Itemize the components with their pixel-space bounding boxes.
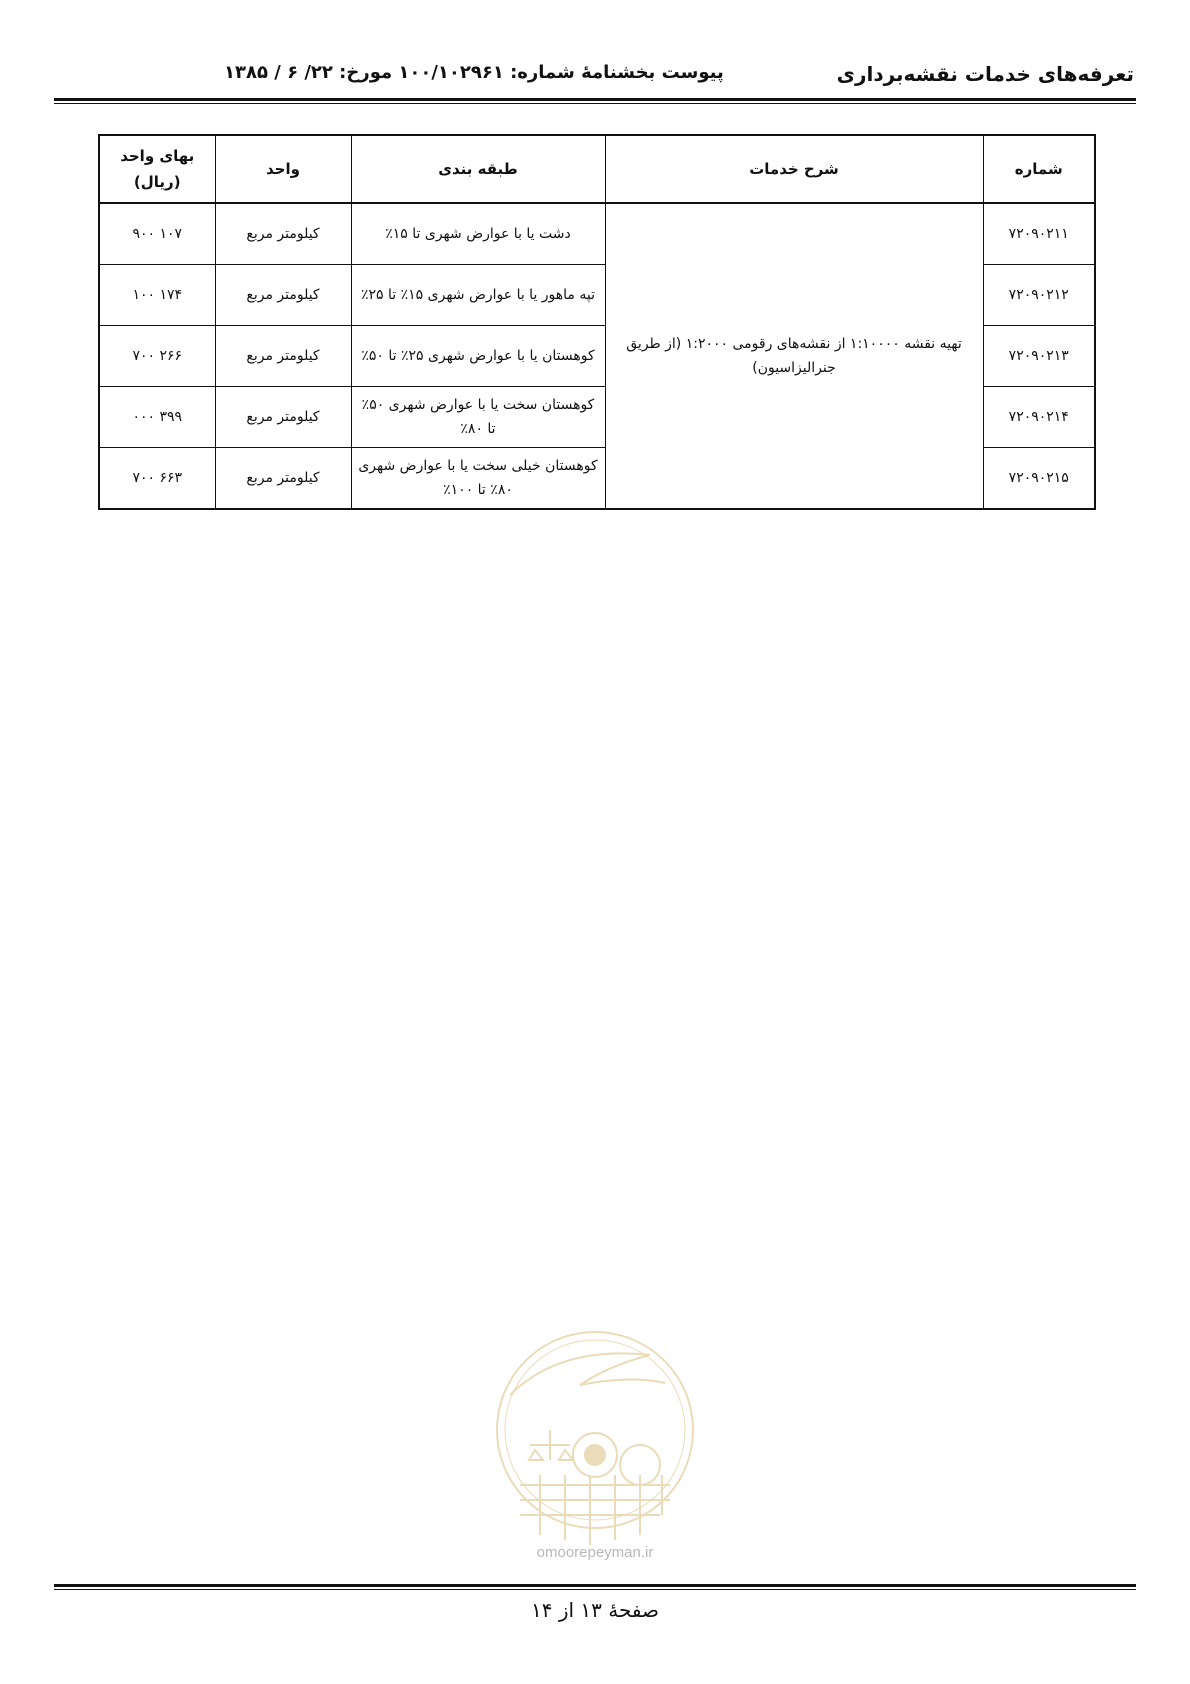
row-price: ۶۶۳ ۷۰۰ bbox=[99, 448, 215, 510]
table-header-row bbox=[99, 135, 1095, 203]
row-unit: کیلومتر مربع bbox=[215, 387, 351, 448]
row-price: ۱۷۴ ۱۰۰ bbox=[99, 265, 215, 326]
header-classification: طبقه بندی bbox=[351, 135, 605, 203]
watermark-logo bbox=[490, 1325, 700, 1565]
row-classification: دشت یا با عوارض شهری تا ۱۵٪ bbox=[351, 203, 605, 265]
header-price: بهای واحد (ریال) bbox=[99, 135, 215, 203]
row-price: ۳۹۹ ۰۰۰ bbox=[99, 387, 215, 448]
service-description: تهیه نقشه ۱:۱۰۰۰۰ از نقشه‌های رقومی ۱:۲۰۰۰ (از طریق جنرالیزاسیون) bbox=[605, 203, 983, 509]
row-number: ۷۲۰۹۰۲۱۴ bbox=[983, 387, 1095, 448]
page-number: صفحهٔ ۱۳ از ۱۴ bbox=[531, 1598, 659, 1622]
footer-divider bbox=[54, 1584, 1136, 1590]
row-classification: کوهستان سخت یا با عوارض شهری ۵۰٪ تا ۸۰٪ bbox=[351, 387, 605, 448]
watermark-site: omoorepeyman.ir bbox=[536, 1544, 654, 1561]
row-classification: کوهستان یا با عوارض شهری ۲۵٪ تا ۵۰٪ bbox=[351, 326, 605, 387]
row-price: ۱۰۷ ۹۰۰ bbox=[99, 203, 215, 265]
page-header bbox=[54, 58, 1134, 94]
header-description: شرح خدمات bbox=[605, 135, 983, 203]
header-number: شماره bbox=[983, 135, 1095, 203]
row-unit: کیلومتر مربع bbox=[215, 265, 351, 326]
row-number: ۷۲۰۹۰۲۱۳ bbox=[983, 326, 1095, 387]
row-unit: کیلومتر مربع bbox=[215, 326, 351, 387]
header-divider bbox=[54, 98, 1136, 104]
table-row bbox=[99, 203, 1095, 265]
row-unit: کیلومتر مربع bbox=[215, 448, 351, 510]
omoore-peyman-logo-icon bbox=[490, 1325, 700, 1565]
tariff-table bbox=[98, 134, 1096, 510]
row-unit: کیلومتر مربع bbox=[215, 203, 351, 265]
circular-reference: پیوست بخشنامهٔ شماره: ۱۰۰/۱۰۲۹۶۱ مورخ: ۲۲/ ۶ / ۱۳۸۵ bbox=[224, 62, 724, 83]
row-price: ۲۶۶ ۷۰۰ bbox=[99, 326, 215, 387]
document-title: تعرفه‌های خدمات نقشه‌برداری bbox=[836, 62, 1134, 86]
row-number: ۷۲۰۹۰۲۱۵ bbox=[983, 448, 1095, 510]
row-number: ۷۲۰۹۰۲۱۱ bbox=[983, 203, 1095, 265]
row-classification: کوهستان خیلی سخت یا با عوارض شهری ۸۰٪ تا ۱۰۰٪ bbox=[351, 448, 605, 510]
row-classification: تپه ماهور یا با عوارض شهری ۱۵٪ تا ۲۵٪ bbox=[351, 265, 605, 326]
row-number: ۷۲۰۹۰۲۱۲ bbox=[983, 265, 1095, 326]
header-unit: واحد bbox=[215, 135, 351, 203]
